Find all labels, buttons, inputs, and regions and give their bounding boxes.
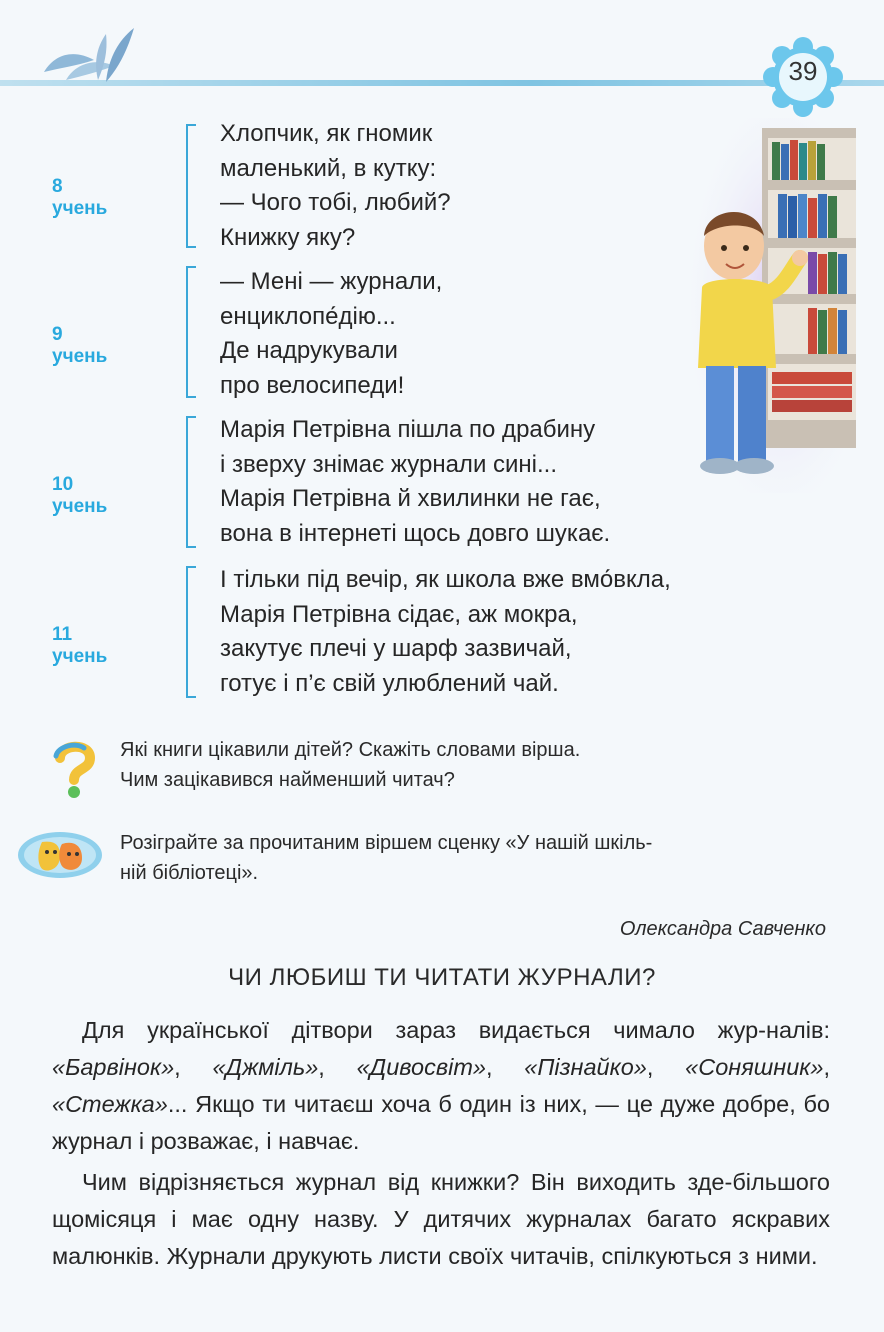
stanza-bracket	[186, 566, 198, 698]
task-line: Чим зацікавився найменший читач?	[120, 769, 455, 791]
task-line: ній бібліотеці».	[120, 862, 259, 884]
verse-line: Марія Петрівна пішла по драбину	[220, 416, 596, 443]
task-line: Які книги цікавили дітей? Скажіть словами вірша.	[120, 739, 581, 761]
verse-line: і зверху знімає журнали сині...	[220, 450, 558, 478]
paragraph: Для української дітвори зараз видається чимало жур-налів: «Барвінок», «Джміль», «Дивосвіт», «Пізнайко», «Соняшник», «Стежка»... Якщо ти читаєш хоча б один із них, — це дуже добре, бо журнал і розважає, і навчає.	[52, 1017, 830, 1154]
verse-line: — Чого тобі, любий?	[220, 189, 451, 216]
article-title: ЧИ ЛЮБИШ ТИ ЧИТАТИ ЖУРНАЛИ?	[228, 964, 656, 991]
verse-line: — Мені — журнали,	[220, 268, 443, 295]
verse	[220, 265, 442, 403]
student-label: 11 учень	[52, 624, 108, 667]
verse-line: вона в інтернеті щось довго шукає.	[220, 519, 611, 547]
verse-line: Книжку яку?	[220, 223, 356, 251]
stanza-bracket	[186, 266, 198, 398]
verse-line: енциклопе́дію...	[220, 302, 396, 330]
magazine-name: «Дивосвіт»	[356, 1054, 486, 1080]
verse-line: І тільки під вечір, як школа вже вмо́вкла,	[220, 566, 671, 593]
leaf-ornament-icon	[36, 22, 146, 88]
verse-line: маленький, в кутку:	[220, 154, 437, 182]
theatre-masks-icon	[16, 830, 104, 880]
article-body	[52, 1012, 830, 1275]
task-line: Розіграйте за прочитаним віршем сценку «У нашій шкіль-	[120, 832, 653, 854]
paragraph-text: Для української дітвори зараз видається чимало жур-налів:	[82, 1017, 830, 1043]
magazine-name: «Барвінок»	[52, 1054, 175, 1080]
verse	[220, 563, 671, 701]
magazine-name: «Джміль»	[212, 1054, 319, 1080]
boy-at-bookshelf-illustration	[688, 118, 856, 493]
student-label: 9 учень	[52, 324, 108, 367]
paragraph: Чим відрізняється журнал від книжки? Він виходить зде-більшого щомісяця і має одну назву. У дитячих журналах багато яскравих малюнків. Журнали друкують листи своїх читачів, спілкуються з ними.	[52, 1169, 830, 1269]
verse-line: готує і п’є свій улюблений чай.	[220, 669, 559, 697]
verse-line: Марія Петрівна сідає, аж мокра,	[220, 600, 578, 628]
stanza-bracket	[186, 124, 198, 248]
verse-line: закутує плечі у шарф зазвичай,	[220, 635, 572, 662]
question-task	[120, 735, 580, 795]
stanza-bracket	[186, 416, 198, 548]
roleplay-task	[120, 828, 652, 888]
magazine-name: «Соняшник»	[685, 1054, 824, 1080]
question-mark-icon	[46, 738, 102, 798]
student-label: 10 учень	[52, 474, 108, 517]
verse-line: Хлопчик, як гномик	[220, 120, 433, 147]
article-author: Олександра Савченко	[619, 918, 826, 940]
page-number: 39	[788, 56, 818, 86]
verse	[220, 117, 451, 255]
verse-line: про велосипеди!	[220, 371, 405, 399]
magazine-name: «Пізнайко»	[524, 1054, 647, 1080]
verse-line: Де надрукували	[220, 337, 398, 364]
paragraph-text: ... Якщо ти читаєш хоча б один із них, — це дуже добре, бо журнал і розважає, і навчає.	[52, 1091, 830, 1154]
verse	[220, 413, 610, 551]
student-label: 8 учень	[52, 176, 108, 219]
verse-line: Марія Петрівна й хвилинки не гає,	[220, 485, 601, 512]
magazine-name: «Стежка»	[52, 1091, 168, 1117]
